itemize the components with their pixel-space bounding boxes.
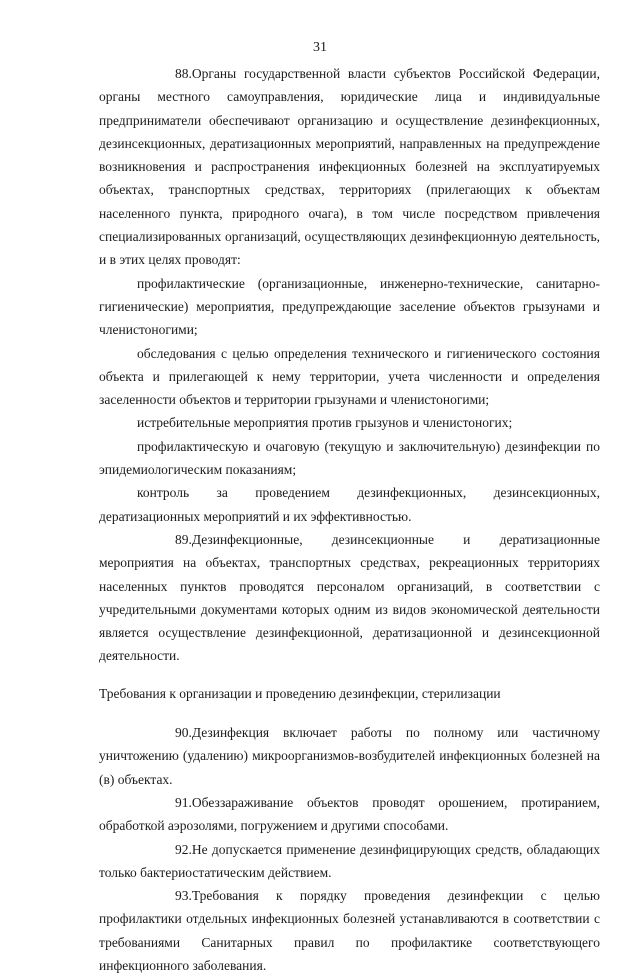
paragraph-91: [99, 791, 600, 838]
paragraph-number: 93.: [175, 888, 192, 904]
document-body: [99, 62, 600, 977]
page-number: 31: [313, 40, 327, 55]
paragraph-93: [99, 884, 600, 977]
paragraph-number: 88.: [175, 66, 192, 81]
list-item-disinfection: [99, 435, 600, 482]
paragraph-88: [99, 62, 600, 272]
paragraph-number: 92.: [175, 841, 192, 857]
paragraph-number: 91.: [175, 794, 192, 810]
paragraph-text: профилактические (организационные, инженерно-технические, санитарно-гигиенические) мероприятия, предупреждающие заселение объектов грызунами и членистоногими;: [99, 275, 600, 338]
paragraph-90: [99, 721, 600, 791]
list-item-control: [99, 481, 600, 528]
list-item-inspections: [99, 342, 600, 412]
paragraph-text: истребительные мероприятия против грызунов и членистоногих;: [137, 415, 513, 431]
list-item-extermination: [99, 411, 600, 434]
paragraph-text: Дезинфекция включает работы по полному или частичному уничтожению (удалению) микроорганизмов-возбудителей инфекционных болезней на (в) объектах.: [99, 725, 600, 787]
section-heading: Требования к организации и проведению дезинфекции, стерилизации: [99, 685, 501, 701]
paragraph-text: контроль за проведением дезинфекционных, дезинсекционных, дератизационных мероприятий и их эффективностью.: [99, 485, 600, 524]
paragraph-text: профилактическую и очаговую (текущую и заключительную) дезинфекции по эпидемиологическим показаниям;: [99, 438, 600, 478]
paragraph-text: Органы государственной власти субъектов Российской Федерации, органы местного самоуправления, юридические лица и индивидуальные предприниматели обеспечивают организацию и осуществление дезинфекционных, дезинсекционных, дератизационных мероприятий, направленных на предупреждение возникновения и распространения инфекционных болезней на эксплуатируемых объектах, транспортных средствах, территориях (прилегающих к объектам населенного пункта, природного очага), в том числе посредством привлечения специализированных организаций, осуществляющих дезинфекционную деятельность, и в этих целях проводят:: [99, 66, 600, 268]
paragraph-number: 89.: [175, 531, 192, 547]
paragraph-text: Требования к порядку проведения дезинфекции с целью профилактики отдельных инфекционных болезней устанавливаются в соответствии с требованиями Санитарных правил по профилактике соответствующего инфекционного заболевания.: [99, 888, 600, 973]
paragraph-number: 90.: [175, 725, 192, 741]
paragraph-92: [99, 838, 600, 885]
paragraph-text: Не допускается применение дезинфицирующих средств, обладающих только бактериостатическим действием.: [99, 841, 600, 880]
paragraph-text: Обеззараживание объектов проводят орошением, протиранием, обработкой аэрозолями, погружением и другими способами.: [99, 794, 600, 834]
list-item-prophylactic-measures: [99, 272, 600, 342]
paragraph-89: [99, 528, 600, 668]
paragraph-text: обследования с целью определения технического и гигиенического состояния объекта и прилегающей к нему территории, учета численности и определения заселенности объектов и территории грызунами и членистоногими;: [99, 345, 600, 408]
paragraph-text: Дезинфекционные, дезинсекционные и дератизационные мероприятия на объектах, транспортных средствах, рекреационных территориях населенных пунктов проводятся персоналом организаций, в соответствии с учредительными документами которых одним из видов экономической деятельности является осуществление дезинфекционной, дератизационной и дезинсекционной деятельности.: [99, 531, 600, 664]
